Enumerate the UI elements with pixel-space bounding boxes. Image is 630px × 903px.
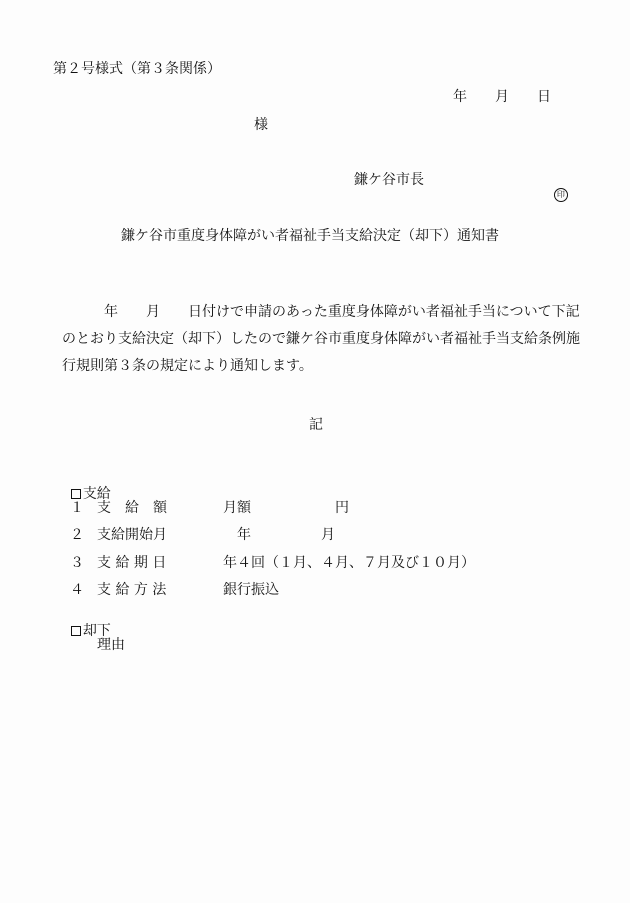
date-line: 年 月 日 — [453, 89, 551, 105]
grant-item-label: 支 給 期 日 — [97, 555, 167, 571]
ki-heading: 記 — [309, 417, 323, 433]
body-paragraph — [62, 299, 582, 380]
issuer-name: 鎌ケ谷市長 — [354, 172, 424, 188]
grant-item-number: ２ — [70, 527, 84, 543]
reject-label: 却下 — [82, 623, 111, 639]
grant-item-number: １ — [70, 500, 84, 516]
seal-mark — [536, 172, 568, 216]
grant-item-label: 支 給 額 — [97, 500, 167, 516]
reject-checkbox[interactable] — [71, 626, 81, 636]
seal-icon: 印 — [554, 188, 568, 202]
grant-checkbox[interactable] — [71, 489, 81, 499]
grant-label: 支給 — [82, 486, 111, 502]
grant-item-value: 月額 円 — [223, 500, 349, 516]
addressee-suffix: 様 — [254, 117, 268, 133]
grant-item-label: 支 給 方 法 — [97, 582, 167, 598]
grant-item-value: 銀行振込 — [223, 582, 279, 598]
grant-item-value: 年 月 — [223, 527, 335, 543]
grant-item-label: 支給開始月 — [97, 527, 167, 543]
grant-item-number: ４ — [70, 582, 84, 598]
grant-item-value: 年４回（１月、４月、７月及び１０月） — [223, 555, 475, 571]
grant-item-number: ３ — [70, 555, 84, 571]
form-number: 第２号様式（第３条関係） — [53, 61, 221, 77]
document-title: 鎌ケ谷市重度身体障がい者福祉手当支給決定（却下）通知書 — [121, 228, 499, 244]
body-paragraph-text: 年 月 日付けで申請のあった重度身体障がい者福祉手当について下記のとおり支給決定（却下）したので鎌ケ谷市重度身体障がい者福祉手当支給条例施行規則第３条の規定により通知します。 — [62, 304, 580, 374]
reason-label: 理由 — [97, 637, 125, 653]
